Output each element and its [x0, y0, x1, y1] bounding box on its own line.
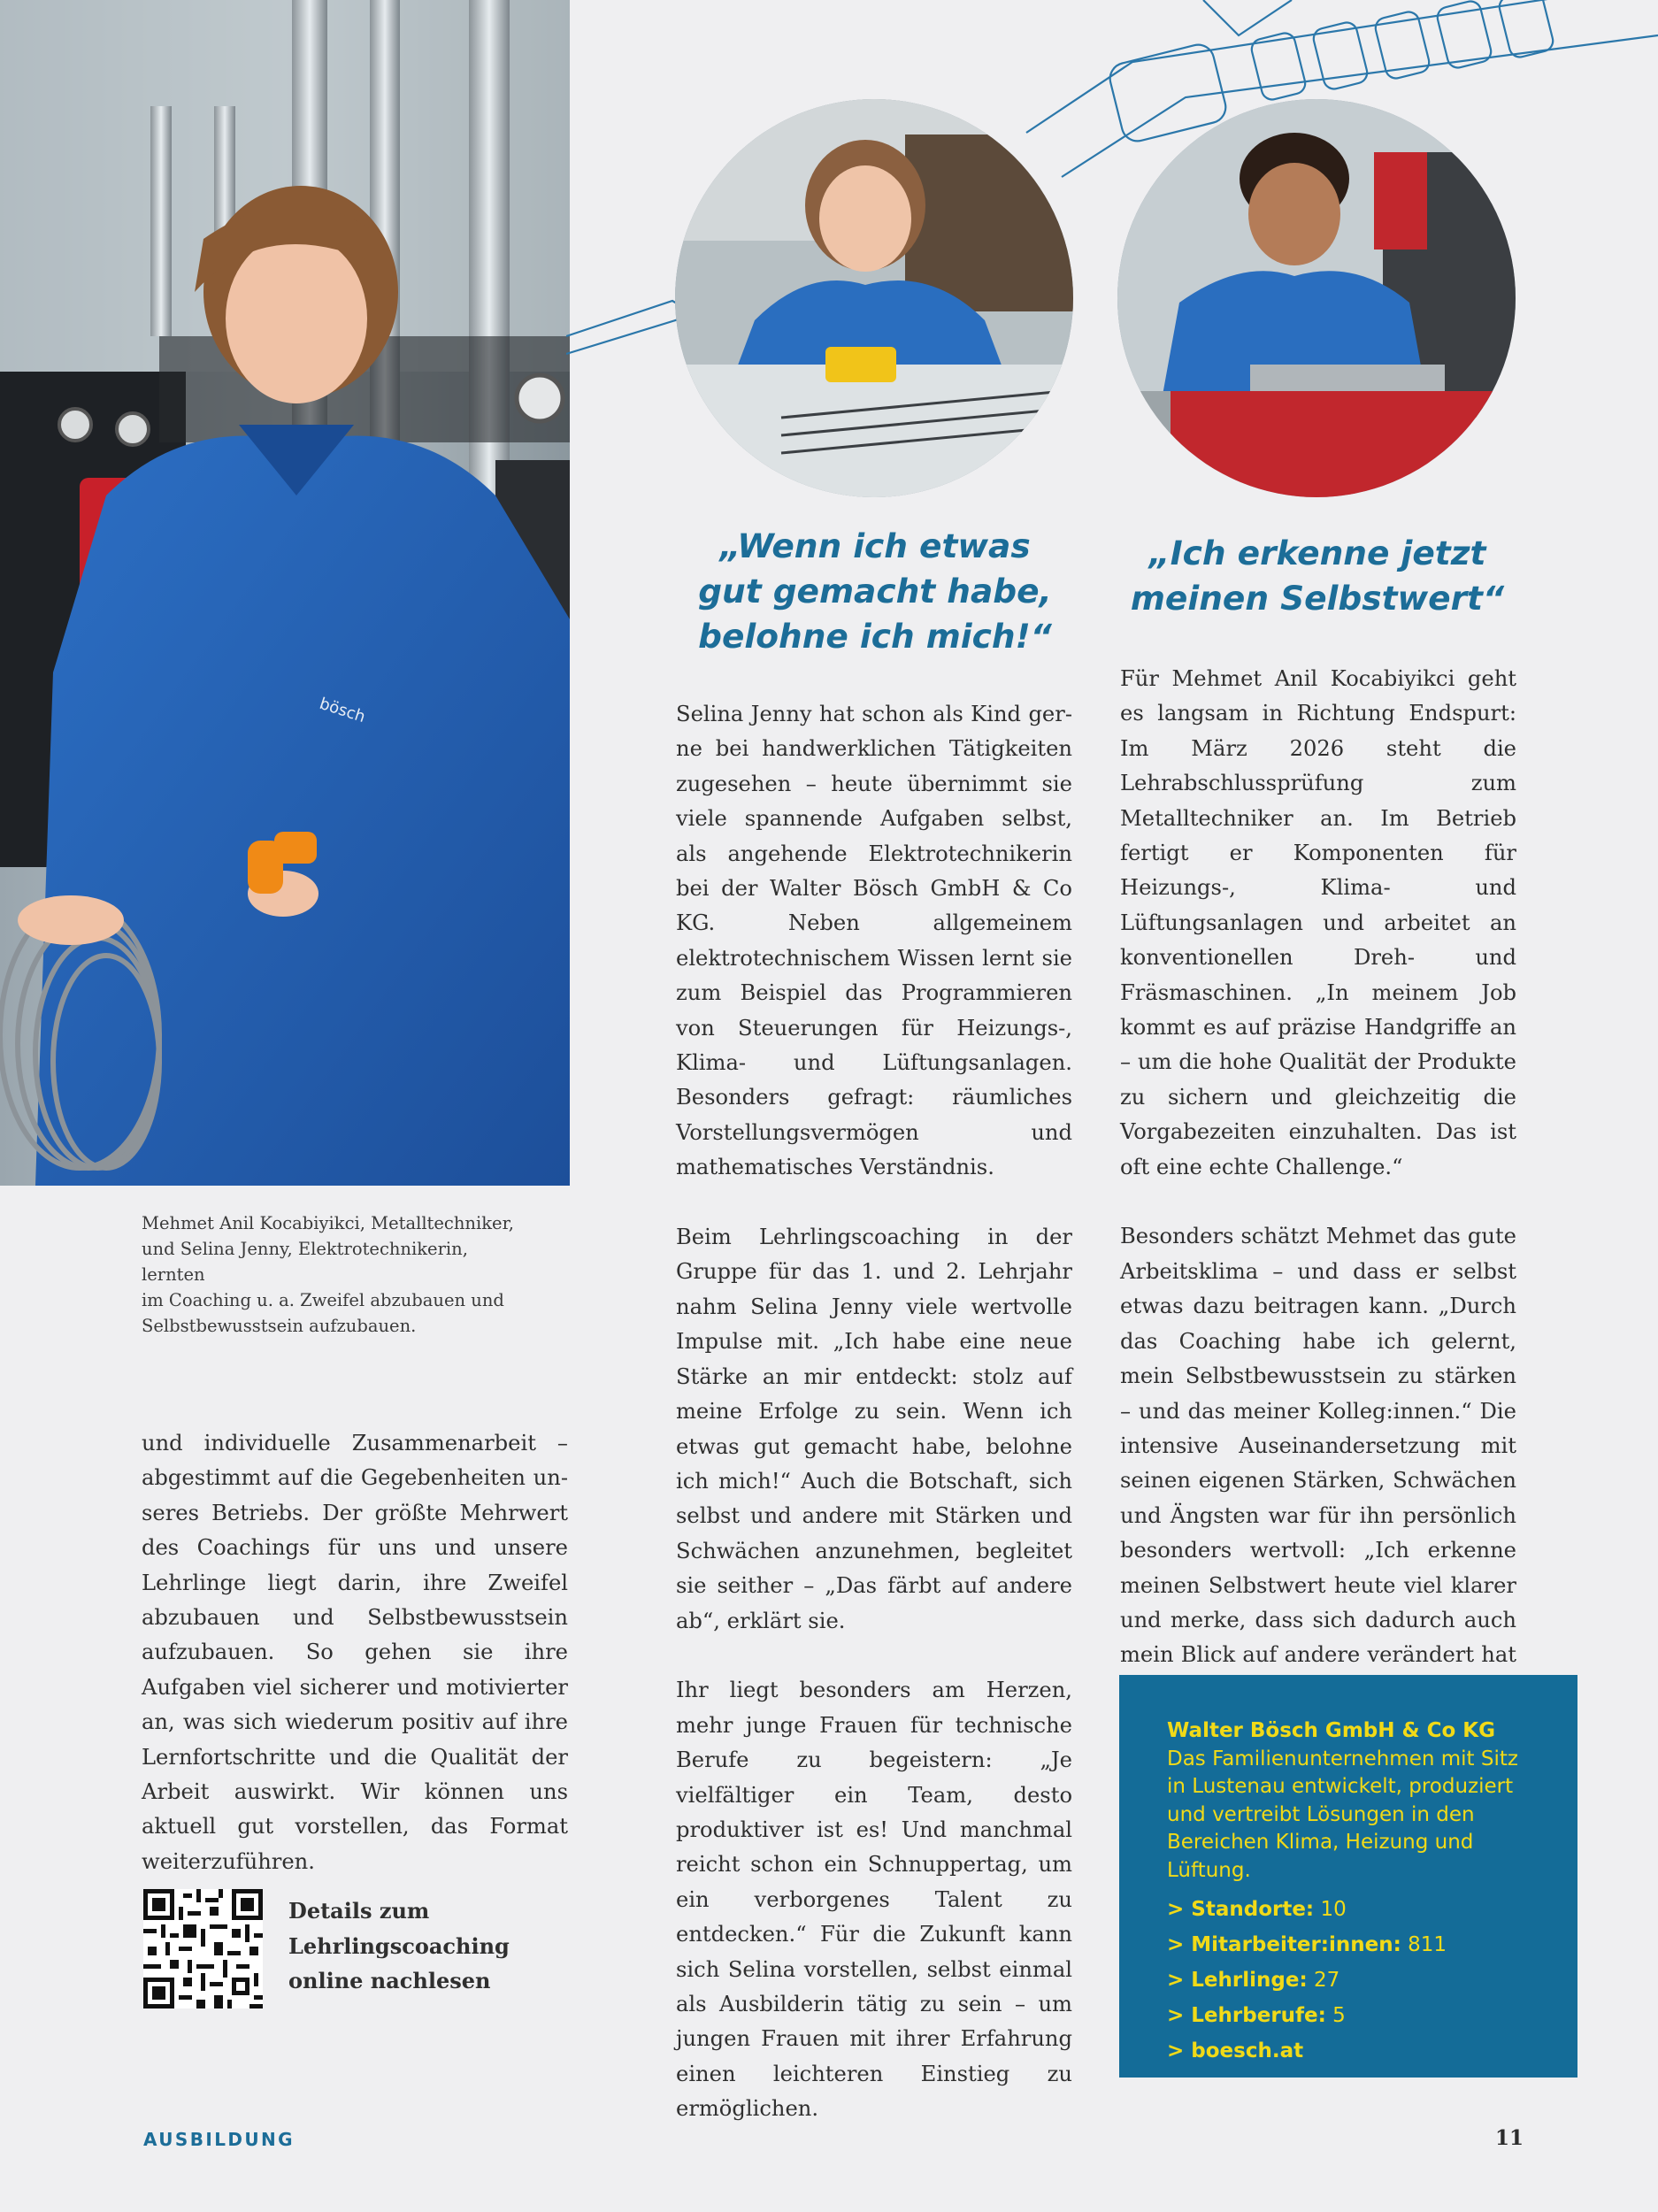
- caption-line: Mehmet Anil Kocabiyikci, Metalltechniker,: [142, 1213, 514, 1233]
- infobox-stat-apprentices: [1167, 1962, 1539, 1998]
- article-column-middle: [676, 697, 1072, 2127]
- pull-quote-selina: [676, 524, 1074, 659]
- svg-text:bösch: bösch: [317, 694, 368, 727]
- paragraph: Beim Lehrlingscoaching in der Gruppe für das 1. und 2. Lehrjahr nahm Selina Jenny viele wertvolle Impulse mit. „Ich habe eine neue Stärke an mir entdeckt: stolz auf meine Erfolge zu sein. Wenn ich etwas gut gemacht habe, belohne ich mich!“ Auch die Botschaft, sich selbst und andere mit Stärken und Schwächen anzunehmen, begleitet sie seither – „Das färbt auf andere ab“, erklärt sie.: [676, 1225, 1072, 1633]
- main-photo-illustration: [0, 0, 570, 1186]
- qr-code-icon: [143, 1889, 263, 2008]
- quote-line: gut gemacht habe,: [698, 572, 1052, 611]
- article-column-left: [142, 1426, 568, 1879]
- infobox-stat-employees: [1167, 1927, 1539, 1962]
- company-infobox: [1119, 1675, 1577, 2078]
- paragraph: Selina Jenny hat schon als Kind gerne bei handwerklichen Tätigkeiten zugesehen – heute übernimmt sie viele spannende Aufgaben selbst, als angehende Elektrotechnikerin bei der Walter Bösch GmbH & Co KG. Neben allgemeinem elektrotechnischem Wissen lernt sie zum Beispiel das Programmieren von Steuerungen für Heizungs-, Klima- und Lüftungsanlagen. Besonders gefragt: räumliches Vorstellungsvermögen und mathematisches Verständnis.: [676, 702, 1072, 1180]
- qr-label-line: Lehrlingscoaching: [288, 1932, 510, 1959]
- section-label: AUSBILDUNG: [143, 2129, 295, 2150]
- article-column-right: [1120, 662, 1516, 1708]
- infobox-stat-professions: [1167, 1998, 1539, 2033]
- stat-value: 5: [1325, 2004, 1346, 2027]
- infobox-title: Walter Bösch GmbH & Co KG: [1167, 1719, 1495, 1742]
- quote-line: meinen Selbstwert“: [1130, 579, 1505, 618]
- photo-selina: [675, 99, 1073, 497]
- stat-label: > Lehrlinge:: [1167, 1969, 1308, 1992]
- page-number: 11: [1495, 2126, 1524, 2150]
- stat-label: > Lehrberufe:: [1167, 2004, 1326, 2027]
- paragraph: Ihr liegt besonders am Herzen, mehr junge Frauen für technische Berufe zu begeistern: „Je vielfältiger ein Team, desto produktiver ist es! Und manchmal reicht schon ein Schnuppertag, um ein verborgenes Talent zu entdecken.“ Für die Zukunft kann sich Selina vorstellen, selbst einmal als Ausbilderin tätig zu sein – um jungen Frauen mit ihrer Erfahrung einen leichteren Einstieg zu ermöglichen.: [676, 1678, 1072, 2122]
- stat-value: 811: [1401, 1933, 1447, 1956]
- photo-mehmet-illustration: [1117, 99, 1516, 497]
- qr-label-line: online nachlesen: [288, 1968, 491, 1993]
- paragraph: Für Mehmet Anil Kocabiyikci geht es langsam in Richtung Endspurt: Im März 2026 steht die Lehrabschlussprüfung zum Metalltechniker an. Im Betrieb fertigt er Komponenten für Heizungs-, Klima- und Lüftungsanlagen und arbeitet an konventionellen Dreh- und Fräsmaschinen. „In meinem Job kommt es auf präzise Handgriffe an – um die hohe Qualität der Produkte zu sichern und gleichzeitig die Vorgabezeiten einzuhalten. Das ist oft eine echte Challenge.“: [1120, 666, 1516, 1179]
- infobox-stat-locations: [1167, 1892, 1539, 1927]
- infobox-description: Das Familienunternehmen mit Sitz in Lustenau entwickelt, produziert und vertreibt Lösungen in den Bereichen Klima, Heizung und Lüftung.: [1167, 1747, 1518, 1882]
- photo-mehmet: [1117, 99, 1516, 497]
- paragraph: Besonders schätzt Mehmet das gute Arbeitsklima – und dass er selbst etwas dazu beitragen kann. „Durch das Coaching habe ich gelernt, mein Selbstbewusstsein zu stärken – und das meiner Kolleg:innen.“ Die intensive Auseinandersetzung mit seinen eigenen Stärken, Schwächen und Ängsten war für ihn persönlich besonders wertvoll: „Ich erkenne meinen Selbstwert heute viel klarer und merke, dass sich dadurch auch mein Blick auf andere verändert hat: [1120, 1224, 1516, 1668]
- caption-line: und Selina Jenny, Elektrotechnikerin, lernten: [142, 1239, 468, 1285]
- quote-line: „Wenn ich etwas: [719, 526, 1031, 565]
- pull-quote-mehmet: [1118, 531, 1516, 621]
- main-photo: [0, 0, 570, 1186]
- qr-code[interactable]: [143, 1889, 263, 2008]
- photo-caption: [142, 1210, 531, 1339]
- quote-line: „Ich erkenne jetzt: [1148, 534, 1486, 572]
- qr-label: [288, 1893, 518, 1999]
- quote-line: belohne ich mich!“: [698, 617, 1052, 656]
- stat-value: 10: [1314, 1898, 1347, 1921]
- stat-label: > Mitarbeiter:innen:: [1167, 1933, 1401, 1956]
- paragraph: und individuelle Zusammenarbeit – abgestimmt auf die Gegebenheiten unseres Betriebs. Der größte Mehrwert des Coachings für uns und unsere Lehrlinge liegt darin, ihre Zweifel abzubauen und Selbstbewusstsein aufzubauen. So gehen sie ihre Aufgaben viel sicherer und motivierter an, was sich wiederum positiv auf ihre Lernfortschritte und die Qualität der Arbeit auswirkt. Wir können uns aktuell gut vorstellen, das Format weiterzuführen.: [142, 1431, 568, 1874]
- photo-selina-illustration: [675, 99, 1073, 497]
- stat-value: 27: [1307, 1969, 1340, 1992]
- qr-label-line: Details zum: [288, 1898, 430, 1924]
- caption-line: im Coaching u. a. Zweifel abzubauen und: [142, 1290, 504, 1310]
- caption-line: Selbstbewusstsein aufzubauen.: [142, 1316, 417, 1336]
- infobox-website-link[interactable]: [1167, 2033, 1539, 2069]
- stat-label[interactable]: > boesch.at: [1167, 2039, 1304, 2062]
- stat-label: > Standorte:: [1167, 1898, 1315, 1921]
